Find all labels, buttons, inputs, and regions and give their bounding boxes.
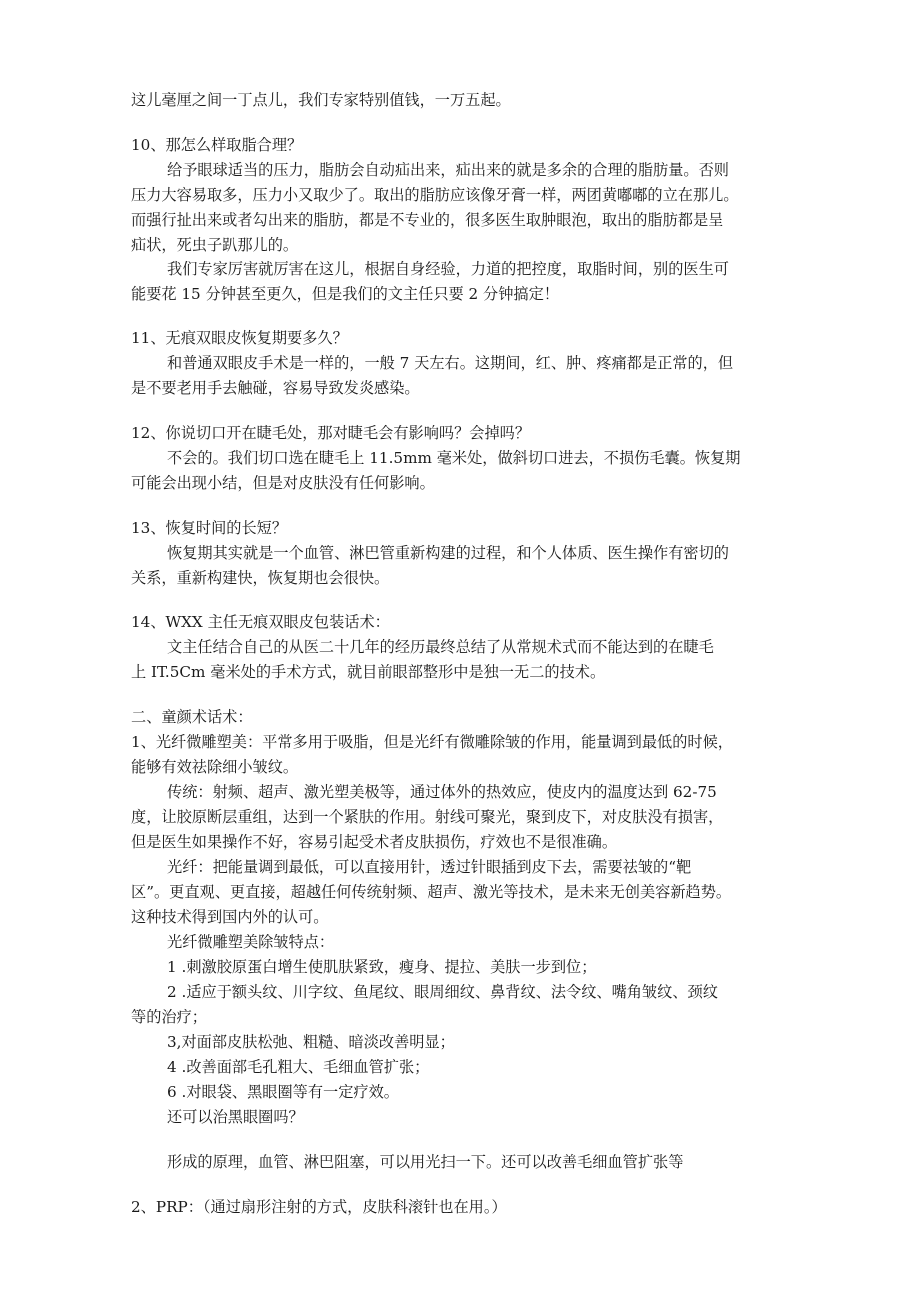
paragraph-line: 这种技术得到国内外的认可。: [131, 908, 329, 926]
question-heading-14: 14、WXX 主任无痕双眼皮包装话术：: [131, 613, 390, 631]
question-heading-13: 13、恢复时间的长短？: [131, 519, 288, 537]
section-heading: 二、童颜术话术：: [131, 708, 253, 726]
paragraph-line: 是不要老用手去触碰，容易导致发炎感染。: [131, 379, 420, 397]
list-item: 2 .适应于额头纹、川字纹、鱼尾纹、眼周细纹、鼻背纹、法令纹、嘴角皱纹、颈纹: [167, 983, 718, 1001]
list-heading: 光纤微雕塑美除皱特点：: [167, 933, 335, 951]
paragraph-line: 能要花 15 分钟甚至更久，但是我们的文主任只要 2 分钟搞定！: [131, 285, 559, 303]
paragraph-line: 但是医生如果操作不好，容易引起受术者皮肤损伤，疗效也不是很准确。: [131, 833, 617, 851]
list-item: 3,对面部皮肤松弛、粗糙、暗淡改善明显；: [167, 1033, 455, 1051]
paragraph-line: 区”。更直观、更直接，超越任何传统射频、超声、激光等技术，是未来无创美容新趋势。: [131, 883, 732, 901]
question-heading-10: 10、那怎么样取脂合理？: [131, 136, 303, 154]
paragraph-line: 还可以治黑眼圈吗？: [167, 1108, 304, 1126]
paragraph-line: 恢复期其实就是一个血管、淋巴管重新构建的过程，和个人体质、医生操作有密切的: [167, 544, 729, 562]
paragraph-line: 传统：射频、超声、激光塑美极等，通过体外的热效应，使皮内的温度达到 62-75: [167, 783, 717, 801]
paragraph-line: 给予眼球适当的压力，脂肪会自动疝出来，疝出来的就是多余的合理的脂肪量。否则: [167, 161, 729, 179]
paragraph-line: 这儿毫厘之间一丁点儿，我们专家特别值钱，一万五起。: [131, 91, 511, 109]
list-item: 4 .改善面部毛孔粗大、毛细血管扩张；: [167, 1058, 430, 1076]
paragraph-line: 光纤：把能量调到最低，可以直接用针，透过针眼插到皮下去，需要祛皱的“靶: [167, 858, 692, 876]
paragraph-line: 上 IT.5Cm 毫米处的手术方式，就目前眼部整形中是独一无二的技术。: [131, 663, 606, 681]
paragraph-line: 压力大容易取多，压力小又取少了。取出的脂肪应该像牙膏一样，两团黄嘟嘟的立在那儿。: [131, 186, 739, 204]
paragraph-line: 我们专家厉害就厉害在这儿，根据自身经验，力道的把控度，取脂时间，别的医生可: [167, 260, 729, 278]
question-heading-12: 12、你说切口开在睫毛处，那对睫毛会有影响吗？会掉吗？: [131, 424, 531, 442]
paragraph-line: 形成的原理，血管、淋巴阻塞，可以用光扫一下。还可以改善毛细血管扩张等: [167, 1153, 684, 1171]
paragraph-line: 而强行扯出来或者勾出来的脂肪，都是不专业的，很多医生取肿眼泡，取出的脂肪都是呈: [131, 211, 724, 229]
subsection-heading: 1、光纤微雕塑美：平常多用于吸脂，但是光纤有微雕除皱的作用，能量调到最低的时候，: [131, 733, 733, 751]
list-item: 1 .刺激胶原蛋白增生使肌肤紧致，瘦身、提拉、美肤一步到位；: [167, 958, 597, 976]
subsection-heading: 2、PRP：（通过扇形注射的方式，皮肤科滚针也在用。）: [131, 1198, 507, 1216]
list-item-continuation: 等的治疗；: [131, 1008, 207, 1026]
paragraph-line: 可能会出现小结，但是对皮肤没有任何影响。: [131, 474, 435, 492]
paragraph-line: 文主任结合自己的从医二十几年的经历最终总结了从常规术式而不能达到的在睫毛: [167, 638, 714, 656]
list-item: 6 .对眼袋、黑眼圈等有一定疗效。: [167, 1083, 399, 1101]
paragraph-line: 度，让胶原断层重组，达到一个紧肤的作用。射线可聚光，聚到皮下，对皮肤没有损害，: [131, 808, 724, 826]
paragraph-line: 不会的。我们切口选在睫毛上 11.5mm 毫米处，做斜切口进去，不损伤毛囊。恢复期: [167, 449, 741, 467]
question-heading-11: 11、无痕双眼皮恢复期要多久？: [131, 329, 348, 347]
paragraph-line: 疝状，死虫子趴那儿的。: [131, 236, 299, 254]
paragraph-line: 关系，重新构建快，恢复期也会很快。: [131, 569, 390, 587]
paragraph-line: 和普通双眼皮手术是一样的，一般 7 天左右。这期间，红、肿、疼痛都是正常的，但: [167, 354, 734, 372]
paragraph-line: 能够有效祛除细小皱纹。: [131, 758, 299, 776]
